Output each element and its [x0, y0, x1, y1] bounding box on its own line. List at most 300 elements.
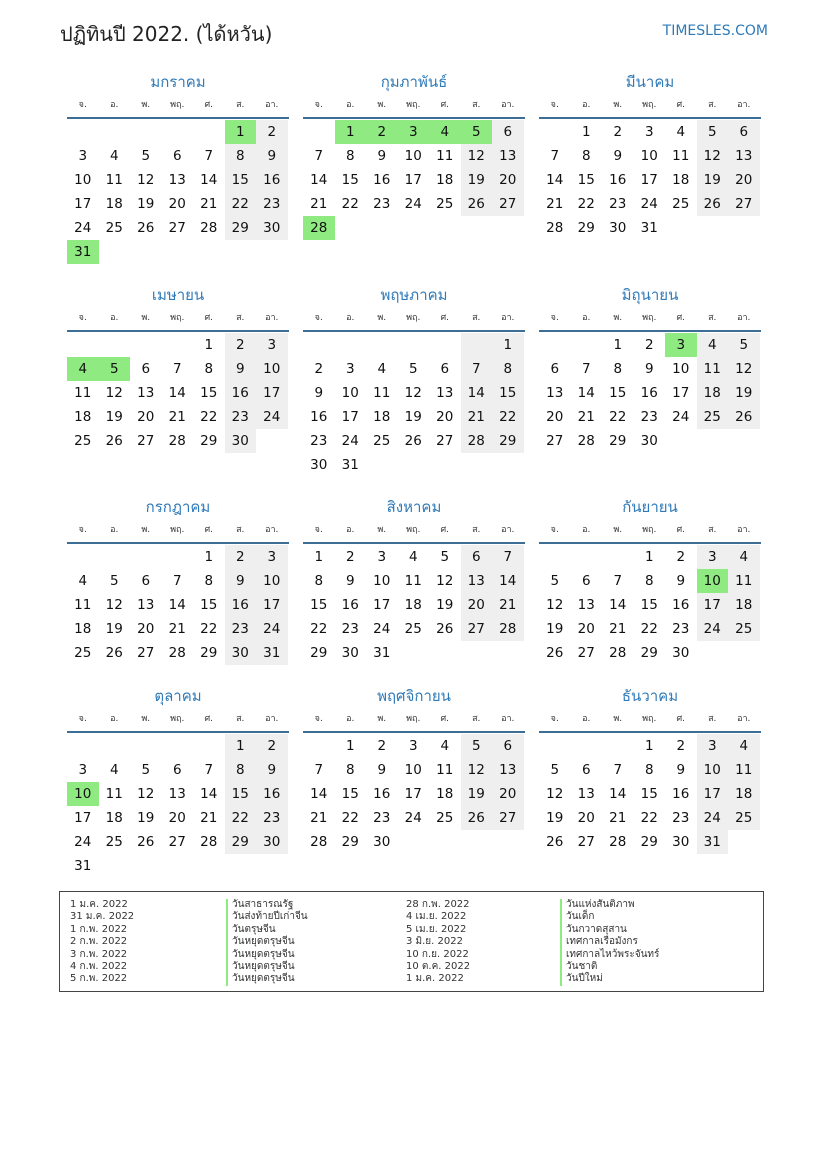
holiday-date: 28 ก.พ. 2022 — [406, 899, 470, 910]
day-cell: 3 — [697, 545, 729, 569]
day-cell: 11 — [74, 385, 92, 401]
day-cell: 5 — [141, 762, 151, 778]
header-divider — [303, 542, 525, 544]
day-cell: 29 — [341, 834, 359, 850]
weekday-label: พ. — [377, 100, 387, 110]
day-cell: 29 — [200, 645, 218, 661]
weekday-label: พฤ. — [642, 714, 657, 724]
day-cell: 23 — [256, 806, 288, 830]
day-cell: 16 — [341, 597, 359, 613]
weekday-label: อา. — [737, 313, 751, 323]
day-cell: 15 — [200, 385, 218, 401]
day-cell: 11 — [404, 573, 422, 589]
weekday-header — [539, 98, 761, 116]
day-cell: 13 — [728, 144, 760, 168]
weekday-label: อา. — [265, 100, 279, 110]
empty-cell — [697, 429, 729, 453]
day-cell: 5 — [141, 148, 151, 164]
holiday-name: วันกวาดสุสาน — [566, 923, 627, 935]
holiday-date: 1 ม.ค. 2022 — [406, 973, 464, 985]
day-cell: 27 — [168, 220, 186, 236]
day-cell: 29 — [310, 645, 328, 661]
day-cell: 15 — [492, 381, 524, 405]
weekday-label: พฤ. — [406, 100, 421, 110]
day-cell: 13 — [461, 569, 493, 593]
weekday-label: พฤ. — [642, 313, 657, 323]
day-cell: 24 — [373, 621, 391, 637]
empty-cell — [303, 734, 335, 758]
day-cell: 2 — [366, 120, 398, 144]
empty-cell — [193, 240, 225, 264]
day-cell: 1 — [345, 738, 355, 754]
empty-cell — [571, 545, 603, 569]
day-cell: 28 — [577, 433, 595, 449]
day-cell: 21 — [577, 409, 595, 425]
weekday-label: ส. — [708, 714, 717, 724]
day-cell: 29 — [640, 834, 658, 850]
empty-cell — [130, 545, 162, 569]
holiday-name: วันสาธารณรัฐ — [232, 899, 294, 910]
day-cell: 31 — [373, 645, 391, 661]
month-block — [539, 285, 761, 453]
day-cell: 14 — [310, 172, 328, 188]
day-cell: 16 — [310, 409, 328, 425]
weekday-label: อ. — [582, 100, 591, 110]
weekday-label: อา. — [737, 714, 751, 724]
weekday-label: พ. — [377, 525, 387, 535]
weekday-label: ส. — [236, 525, 245, 535]
weekday-label: อ. — [110, 525, 119, 535]
day-cell: 27 — [436, 433, 454, 449]
empty-cell — [225, 854, 257, 878]
day-cell: 9 — [676, 573, 686, 589]
day-cell: 9 — [225, 357, 257, 381]
day-cell: 30 — [373, 834, 391, 850]
empty-cell — [99, 854, 131, 878]
weekday-label: จ. — [314, 313, 323, 323]
day-cell: 1 — [225, 734, 257, 758]
day-cell: 23 — [609, 196, 627, 212]
empty-cell — [193, 120, 225, 144]
day-cell: 14 — [492, 569, 524, 593]
day-cell: 20 — [137, 409, 155, 425]
empty-cell — [697, 216, 729, 240]
day-cell: 1 — [335, 120, 367, 144]
day-cell: 11 — [105, 786, 123, 802]
day-cell: 3 — [256, 545, 288, 569]
empty-cell — [665, 216, 697, 240]
weekday-label: อ. — [110, 714, 119, 724]
day-cell: 23 — [672, 621, 690, 637]
empty-cell — [398, 216, 430, 240]
holiday-date: 10 ต.ค. 2022 — [406, 961, 471, 973]
weekday-header — [303, 311, 525, 329]
day-cell: 20 — [168, 810, 186, 826]
day-cell: 11 — [728, 758, 760, 782]
weekday-label: ศ. — [440, 100, 450, 110]
day-cell: 10 — [672, 361, 690, 377]
day-cell: 18 — [436, 172, 454, 188]
day-cell: 14 — [577, 385, 595, 401]
day-cell: 11 — [105, 172, 123, 188]
empty-cell — [728, 830, 760, 854]
empty-cell — [130, 120, 162, 144]
day-cell: 9 — [225, 569, 257, 593]
weekday-label: พฤ. — [642, 100, 657, 110]
day-grid — [539, 333, 761, 453]
day-cell: 17 — [373, 597, 391, 613]
day-cell: 9 — [314, 385, 324, 401]
empty-cell — [602, 545, 634, 569]
empty-cell — [193, 734, 225, 758]
day-cell: 25 — [74, 433, 92, 449]
month-name: เมษายน — [151, 286, 205, 304]
day-cell: 4 — [676, 124, 686, 140]
day-cell: 20 — [168, 196, 186, 212]
holiday-names-right — [560, 899, 726, 986]
day-cell: 18 — [373, 409, 391, 425]
day-cell: 4 — [109, 762, 119, 778]
empty-cell — [162, 333, 194, 357]
day-cell: 24 — [341, 433, 359, 449]
empty-cell — [67, 734, 99, 758]
day-cell: 22 — [609, 409, 627, 425]
header-divider — [67, 542, 289, 544]
day-cell: 19 — [546, 621, 564, 637]
day-cell: 24 — [404, 196, 422, 212]
day-cell: 14 — [609, 786, 627, 802]
day-cell: 16 — [672, 597, 690, 613]
day-cell: 16 — [225, 593, 257, 617]
day-cell: 21 — [310, 196, 328, 212]
weekday-label: ศ. — [204, 714, 214, 724]
day-cell: 6 — [172, 762, 182, 778]
day-cell: 24 — [256, 617, 288, 641]
month-block — [67, 285, 289, 453]
weekday-label: ส. — [708, 100, 717, 110]
weekday-label: ส. — [472, 714, 481, 724]
weekday-label: พ. — [141, 100, 151, 110]
day-cell: 3 — [644, 124, 654, 140]
empty-cell — [571, 734, 603, 758]
day-cell: 2 — [314, 361, 324, 377]
day-cell: 11 — [436, 148, 454, 164]
weekday-header — [303, 98, 525, 116]
day-cell: 25 — [436, 810, 454, 826]
day-cell: 10 — [373, 573, 391, 589]
day-cell: 8 — [644, 762, 654, 778]
day-cell: 28 — [609, 834, 627, 850]
empty-cell — [398, 333, 430, 357]
day-cell: 20 — [492, 168, 524, 192]
day-cell: 22 — [341, 196, 359, 212]
day-cell: 21 — [168, 621, 186, 637]
day-cell: 6 — [728, 120, 760, 144]
empty-cell — [99, 120, 131, 144]
empty-cell — [602, 734, 634, 758]
day-cell: 17 — [74, 196, 92, 212]
empty-cell — [256, 854, 288, 878]
weekday-label: พ. — [613, 100, 623, 110]
day-cell: 10 — [697, 758, 729, 782]
day-cell: 13 — [577, 786, 595, 802]
day-cell: 15 — [341, 172, 359, 188]
weekday-label: พฤ. — [170, 313, 185, 323]
weekday-label: อ. — [110, 100, 119, 110]
day-cell: 26 — [105, 433, 123, 449]
weekday-label: อา. — [265, 313, 279, 323]
month-name: มิถุนายน — [621, 286, 679, 304]
weekday-label: ศ. — [204, 100, 214, 110]
day-cell: 16 — [672, 786, 690, 802]
empty-cell — [398, 641, 430, 665]
day-cell: 1 — [225, 120, 257, 144]
weekday-label: ศ. — [676, 313, 686, 323]
month-block — [303, 497, 525, 665]
empty-cell — [539, 333, 571, 357]
day-cell: 23 — [640, 409, 658, 425]
day-cell: 8 — [613, 361, 623, 377]
day-cell: 19 — [137, 810, 155, 826]
day-cell: 28 — [492, 617, 524, 641]
header-divider — [539, 330, 761, 332]
day-cell: 22 — [225, 192, 257, 216]
day-cell: 10 — [74, 172, 92, 188]
day-cell: 13 — [137, 385, 155, 401]
day-cell: 30 — [310, 457, 328, 473]
day-cell: 30 — [225, 641, 257, 665]
weekday-label: จ. — [314, 714, 323, 724]
day-cell: 2 — [225, 545, 257, 569]
day-cell: 20 — [577, 621, 595, 637]
day-cell: 12 — [137, 786, 155, 802]
day-cell: 30 — [341, 645, 359, 661]
empty-cell — [162, 120, 194, 144]
day-cell: 10 — [640, 148, 658, 164]
day-cell: 24 — [256, 405, 288, 429]
day-cell: 13 — [436, 385, 454, 401]
weekday-label: อ. — [582, 525, 591, 535]
day-cell: 8 — [225, 758, 257, 782]
weekday-label: ศ. — [204, 313, 214, 323]
weekday-label: ศ. — [440, 714, 450, 724]
day-cell: 20 — [492, 782, 524, 806]
day-grid — [303, 734, 525, 854]
weekday-label: จ. — [550, 313, 559, 323]
holiday-name: วันแห่งสันติภาพ — [566, 899, 635, 910]
weekday-header — [303, 523, 525, 541]
day-cell: 5 — [461, 120, 493, 144]
empty-cell — [398, 453, 430, 477]
day-cell: 17 — [256, 593, 288, 617]
day-cell: 24 — [640, 196, 658, 212]
empty-cell — [429, 453, 461, 477]
day-cell: 21 — [168, 409, 186, 425]
day-cell: 13 — [546, 385, 564, 401]
day-cell: 3 — [398, 120, 430, 144]
day-cell: 4 — [697, 333, 729, 357]
day-cell: 18 — [105, 810, 123, 826]
day-cell: 25 — [436, 196, 454, 212]
month-name: ตุลาคม — [154, 687, 202, 705]
empty-cell — [429, 830, 461, 854]
day-cell: 21 — [461, 405, 493, 429]
day-cell: 9 — [676, 762, 686, 778]
day-cell: 15 — [609, 385, 627, 401]
day-cell: 19 — [137, 196, 155, 212]
weekday-label: อ. — [582, 313, 591, 323]
day-cell: 5 — [461, 734, 493, 758]
header-divider — [303, 330, 525, 332]
day-cell: 14 — [546, 172, 564, 188]
day-cell: 2 — [256, 120, 288, 144]
day-cell: 16 — [256, 782, 288, 806]
day-cell: 24 — [74, 220, 92, 236]
day-cell: 12 — [546, 786, 564, 802]
weekday-header — [67, 712, 289, 730]
weekday-label: จ. — [550, 525, 559, 535]
day-cell: 15 — [341, 786, 359, 802]
weekday-label: จ. — [78, 100, 87, 110]
day-cell: 14 — [310, 786, 328, 802]
weekday-label: จ. — [78, 714, 87, 724]
weekday-label: พ. — [377, 313, 387, 323]
day-cell: 1 — [581, 124, 591, 140]
day-cell: 13 — [168, 786, 186, 802]
day-cell: 8 — [225, 144, 257, 168]
day-cell: 9 — [377, 148, 387, 164]
day-cell: 12 — [105, 597, 123, 613]
header-divider — [303, 731, 525, 733]
empty-cell — [99, 545, 131, 569]
day-cell: 22 — [200, 409, 218, 425]
day-cell: 26 — [436, 621, 454, 637]
empty-cell — [461, 830, 493, 854]
day-cell: 19 — [697, 168, 729, 192]
holiday-date: 5 เม.ย. 2022 — [406, 923, 467, 935]
day-cell: 12 — [728, 357, 760, 381]
weekday-label: พ. — [141, 714, 151, 724]
day-cell: 30 — [256, 830, 288, 854]
day-cell: 13 — [492, 758, 524, 782]
empty-cell — [492, 830, 524, 854]
holiday-name: วันเด็ก — [566, 911, 595, 923]
weekday-label: ส. — [472, 100, 481, 110]
holiday-name: วันหยุดตรุษจีน — [232, 936, 295, 948]
weekday-label: พ. — [613, 525, 623, 535]
day-cell: 25 — [74, 645, 92, 661]
day-cell: 31 — [640, 220, 658, 236]
weekday-label: พ. — [141, 525, 151, 535]
day-cell: 7 — [204, 148, 214, 164]
day-cell: 25 — [672, 196, 690, 212]
day-grid — [539, 120, 761, 240]
day-cell: 15 — [310, 597, 328, 613]
holiday-name: เทศกาลเรือมังกร — [566, 936, 638, 948]
day-cell: 7 — [613, 762, 623, 778]
month-name: กันยายน — [622, 498, 678, 516]
empty-cell — [697, 641, 729, 665]
day-cell: 6 — [141, 361, 151, 377]
day-cell: 24 — [404, 810, 422, 826]
day-grid — [67, 545, 289, 665]
empty-cell — [335, 216, 367, 240]
day-cell: 18 — [74, 409, 92, 425]
day-cell: 23 — [256, 192, 288, 216]
day-cell: 26 — [404, 433, 422, 449]
empty-cell — [461, 333, 493, 357]
empty-cell — [67, 120, 99, 144]
day-cell: 4 — [377, 361, 387, 377]
day-cell: 8 — [581, 148, 591, 164]
day-cell: 16 — [225, 381, 257, 405]
day-cell: 7 — [204, 762, 214, 778]
day-cell: 29 — [577, 220, 595, 236]
day-cell: 26 — [546, 834, 564, 850]
weekday-label: พฤ. — [406, 525, 421, 535]
day-grid — [539, 545, 761, 665]
day-cell: 30 — [609, 220, 627, 236]
day-cell: 8 — [492, 357, 524, 381]
day-cell: 6 — [492, 120, 524, 144]
day-cell: 5 — [728, 333, 760, 357]
day-cell: 30 — [256, 216, 288, 240]
empty-cell — [162, 240, 194, 264]
empty-cell — [461, 216, 493, 240]
day-cell: 6 — [141, 573, 151, 589]
empty-cell — [429, 641, 461, 665]
day-cell: 15 — [225, 782, 257, 806]
weekday-label: อา. — [265, 714, 279, 724]
day-cell: 12 — [105, 385, 123, 401]
day-cell: 10 — [404, 762, 422, 778]
day-cell: 27 — [577, 834, 595, 850]
day-cell: 23 — [225, 617, 257, 641]
holiday-names-left — [226, 899, 392, 986]
weekday-label: อา. — [501, 714, 515, 724]
day-cell: 8 — [204, 573, 214, 589]
day-cell: 29 — [225, 216, 257, 240]
month-block — [539, 72, 761, 240]
day-cell: 25 — [728, 806, 760, 830]
day-cell: 11 — [373, 385, 391, 401]
day-cell: 27 — [577, 645, 595, 661]
day-cell: 24 — [697, 806, 729, 830]
day-cell: 11 — [436, 762, 454, 778]
day-cell: 31 — [74, 858, 92, 874]
day-cell: 27 — [137, 433, 155, 449]
empty-cell — [335, 333, 367, 357]
day-cell: 22 — [341, 810, 359, 826]
day-cell: 3 — [408, 738, 418, 754]
holiday-date: 3 ก.พ. 2022 — [70, 948, 128, 960]
day-cell: 21 — [200, 196, 218, 212]
day-cell: 26 — [137, 220, 155, 236]
day-cell: 4 — [429, 120, 461, 144]
day-cell: 5 — [550, 762, 560, 778]
brand-link[interactable]: TIMESLES.COM — [662, 23, 768, 39]
day-cell: 19 — [461, 168, 493, 192]
weekday-label: ส. — [708, 313, 717, 323]
empty-cell — [728, 429, 760, 453]
empty-cell — [225, 240, 257, 264]
day-cell: 11 — [74, 597, 92, 613]
month-name: พฤศจิกายน — [377, 687, 451, 705]
day-cell: 19 — [105, 621, 123, 637]
weekday-label: พฤ. — [170, 100, 185, 110]
header-divider — [539, 542, 761, 544]
day-cell: 4 — [78, 573, 88, 589]
